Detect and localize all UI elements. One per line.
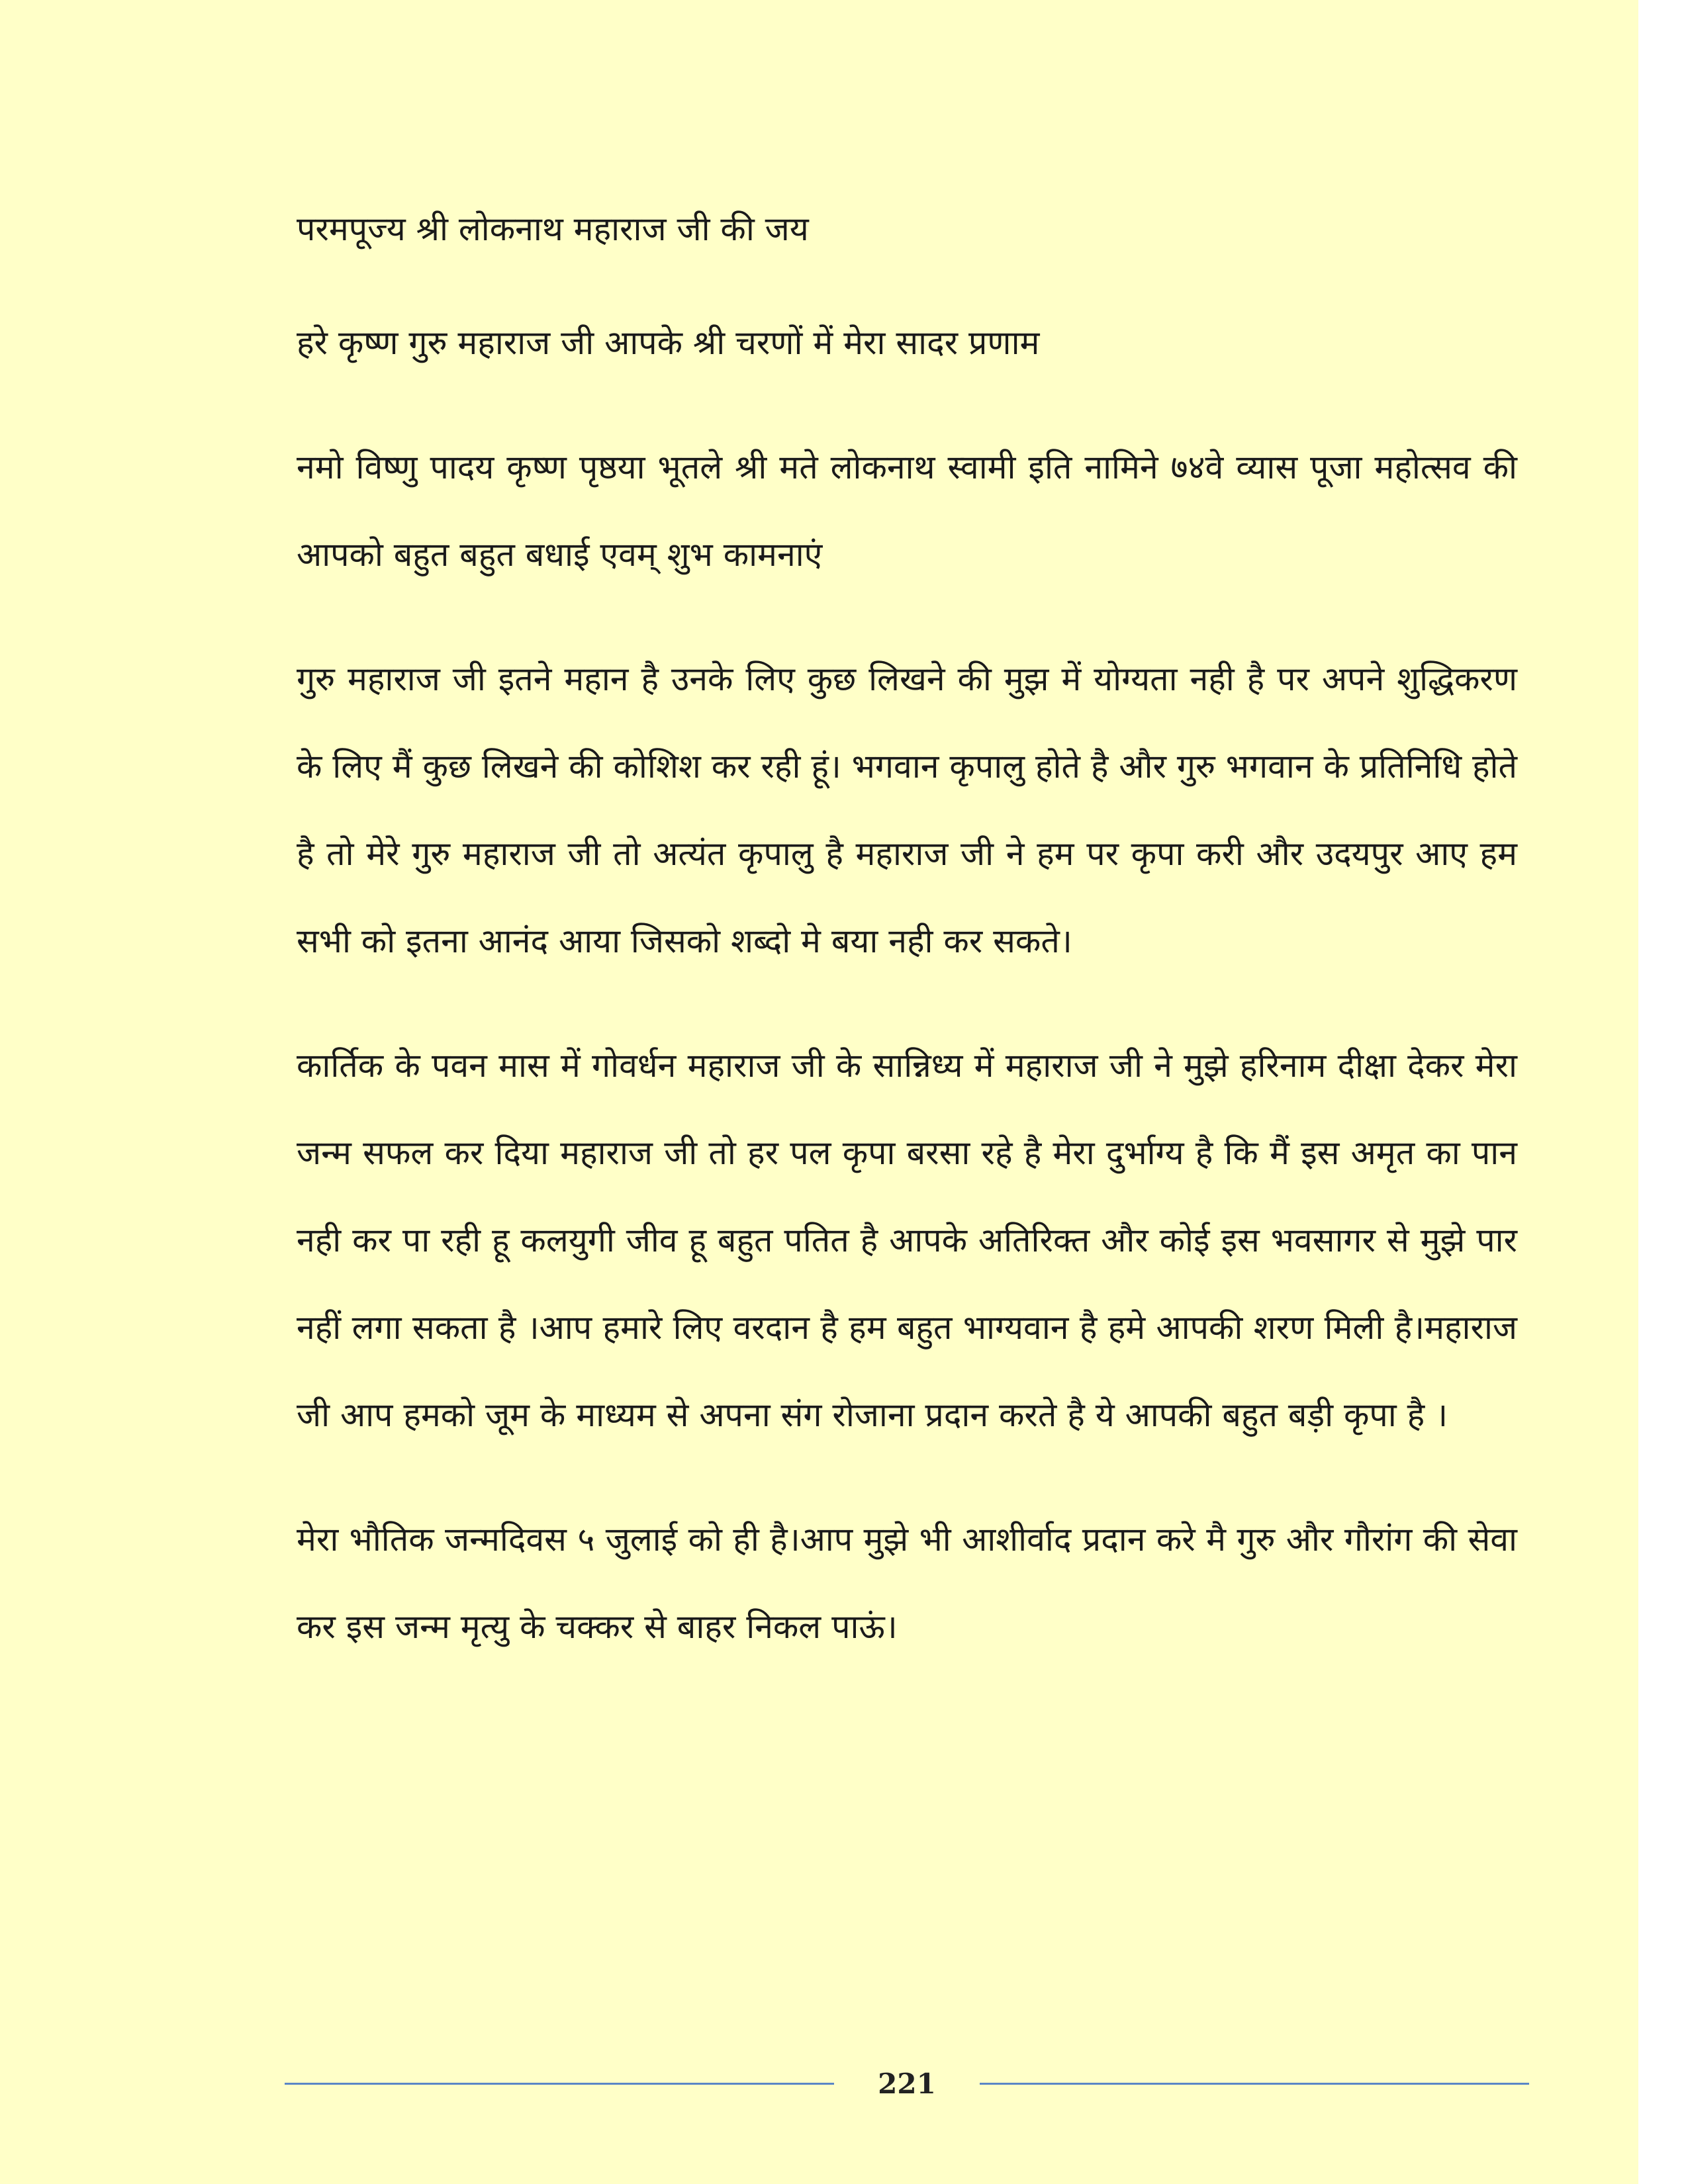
body-paragraph-2: कार्तिक के पवन मास में गोवर्धन महाराज जी के सान्निध्य में महाराज जी ने मुझे हरिनाम दीक्षा देकर मेरा जन्म सफल कर दिया महाराज जी तो हर पल कृपा बरसा रहे है मेरा दुर्भाग्य है कि मैं इस अमृत का पान नही कर पा रही हू कलयुगी जीव हू बहुत पतित है आपके अतिरिक्त और कोई इस भवसागर से मुझे पार नहीं लगा सकता है ।आप हमारे लिए वरदान है हम बहुत भाग्यवान है हमे आपकी शरण मिली है।महाराज जी आप हमको जूम के माध्यम से अपना संग रोजाना प्रदान करते है ये आपकी बहुत बड़ी कृपा है । <box>297 1046 1517 1434</box>
letter-body <box>297 196 1517 1707</box>
salutation-line: परमपूज्य श्री लोकनाथ महाराज जी की जय <box>297 210 809 248</box>
footer-rule-left <box>285 2083 834 2085</box>
pranam-paragraph: नमो विष्णु पादय कृष्ण पृष्ठया भूतले श्री मते लोकनाथ स्वामी इति नामिने ७४वे व्यास पूजा महोत्सव की आपको बहुत बहुत बधाई एवम् शुभ कामनाएं <box>297 448 1517 574</box>
page-footer <box>285 2064 1529 2103</box>
page-number: 221 <box>878 2067 936 2100</box>
footer-rule-right <box>980 2083 1529 2085</box>
closing-paragraph: मेरा भौतिक जन्मदिवस ५ जुलाई को ही है।आप मुझे भी आशीर्वाद प्रदान करे मै गुरु और गौरांग की सेवा कर इस जन्म मृत्यु के चक्कर से बाहर निकल पाऊं। <box>297 1520 1517 1646</box>
body-paragraph-1: गुरु महाराज जी इतने महान है उनके लिए कुछ लिखने की मुझ में योग्यता नही है पर अपने शुद्धिकरण के लिए मैं कुछ लिखने की कोशिश कर रही हूं। भगवान कृपालु होते है और गुरु भगवान के प्रतिनिधि होते है तो मेरे गुरु महाराज जी तो अत्यंत कृपालु है महाराज जी ने हम पर कृपा करी और उदयपुर आए हम सभी को इतना आनंद आया जिसको शब्दो मे बया नही कर सकते। <box>297 660 1517 960</box>
greeting-line: हरे कृष्ण गुरु महाराज जी आपके श्री चरणों में मेरा सादर प्रणाम <box>297 324 1040 362</box>
